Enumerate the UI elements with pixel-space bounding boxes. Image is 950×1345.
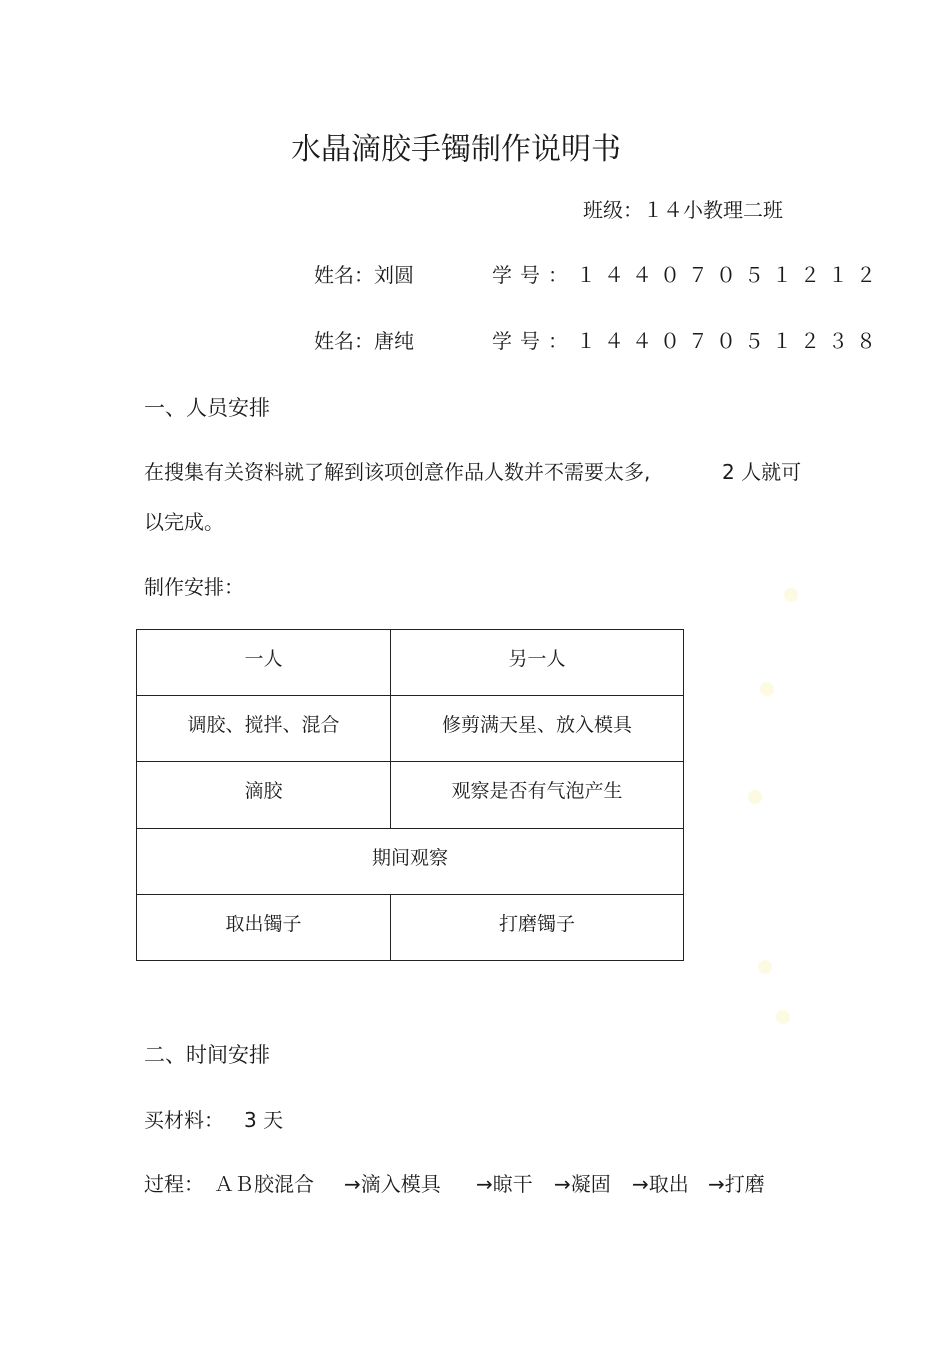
materials-value: 3 天 (244, 1108, 284, 1132)
section-1-paragraph-count: 2 人就可 (722, 460, 802, 484)
table-cell: 打磨镯子 (391, 894, 684, 960)
process-step: →打磨 (708, 1172, 765, 1196)
process-step: →滴入模具 (344, 1172, 441, 1196)
section-1-paragraph-line-1: 在搜集有关资料就了解到该项创意作品人数并不需要太多, (144, 460, 651, 484)
table-header-row (137, 630, 684, 696)
table-cell-merged: 期间观察 (137, 828, 684, 894)
process-step: →取出 (632, 1172, 689, 1196)
class-line: 班级：１４小教理二班 (583, 198, 783, 222)
table-row (137, 894, 684, 960)
table-cell: 修剪满天星、放入模具 (391, 696, 684, 762)
student-1-name: 姓名：刘圆 (314, 263, 414, 287)
section-1-heading: 一、人员安排 (144, 396, 270, 420)
table-row (137, 696, 684, 762)
student-1-id: 学号：１４４０７０５１２１２ (492, 263, 884, 287)
schedule-label: 制作安排： (144, 575, 244, 599)
table-row (137, 762, 684, 828)
section-1-paragraph-line-2: 以完成。 (144, 510, 224, 534)
scan-spot (748, 790, 762, 804)
table-header-cell: 一人 (137, 630, 391, 696)
process-label: 过程： (144, 1172, 204, 1196)
table-cell: 滴胶 (137, 762, 391, 828)
student-2-name: 姓名：唐纯 (314, 329, 414, 353)
document-title: 水晶滴胶手镯制作说明书 (291, 132, 621, 167)
process-step: →晾干 (476, 1172, 533, 1196)
section-2-heading: 二、时间安排 (144, 1043, 270, 1067)
scan-spot (758, 960, 772, 974)
scan-spot (784, 588, 798, 602)
student-2-id: 学号：１４４０７０５１２３８ (492, 329, 884, 353)
process-step: →凝固 (554, 1172, 611, 1196)
scan-spot (776, 1010, 790, 1024)
materials-label: 买材料： (144, 1108, 224, 1132)
table-cell: 观察是否有气泡产生 (391, 762, 684, 828)
table-header-cell: 另一人 (391, 630, 684, 696)
arrangement-table (136, 629, 684, 961)
table-cell: 取出镯子 (137, 894, 391, 960)
table-row (137, 828, 684, 894)
scan-spot (760, 682, 774, 696)
process-step: ＡＢ胶混合 (214, 1172, 314, 1196)
table-cell: 调胶、搅拌、混合 (137, 696, 391, 762)
